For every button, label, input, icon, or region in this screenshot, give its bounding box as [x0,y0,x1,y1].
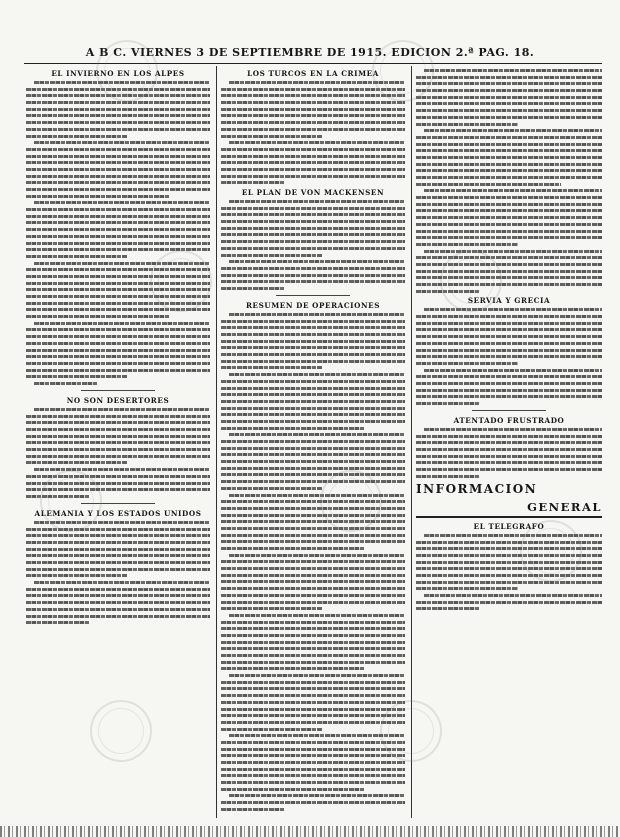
section-heading-line1: INFORMACION [416,481,538,496]
text-line [34,581,210,584]
text-line [221,320,405,323]
text-line [26,195,170,198]
text-line [221,728,322,731]
headline: NO SON DESERTORES [66,395,170,405]
text-line [416,315,602,318]
text-line [26,114,210,117]
text-line [416,256,602,259]
text-line [221,694,405,697]
text-line [416,328,602,331]
text-line [229,200,405,203]
text-line [416,196,602,199]
text-line [26,161,210,164]
text-line [416,209,602,212]
headline: ALEMANIA Y LOS ESTADOS UNIDOS [34,508,202,518]
text-line [26,148,210,151]
text-line [221,340,405,343]
text-line [221,460,405,463]
text-line [416,236,602,239]
article-text [416,428,602,478]
article-text [416,308,602,405]
text-line [416,461,602,464]
text-line [221,480,405,483]
text-line [221,627,405,630]
text-line [26,621,89,624]
text-line [229,141,405,144]
headline: RESUMEN DE OPERACIONES [245,300,381,310]
text-line [229,260,405,263]
text-line [221,108,405,111]
text-line [416,169,602,172]
text-line [26,528,210,531]
text-line [221,346,405,349]
text-line [416,123,518,126]
text-line [26,554,210,557]
text-line [221,768,405,771]
text-line [26,548,210,551]
text-line [221,380,405,383]
text-line [26,181,210,184]
text-line [221,540,405,543]
text-line [26,221,210,224]
text-line [26,121,210,124]
text-line [416,468,602,471]
text-line [416,335,602,338]
text-line [26,315,170,318]
headline: SERVIA Y GRECIA [467,296,551,306]
article-text [26,81,210,385]
text-line [416,183,561,186]
text-line [26,608,210,611]
text-line [26,534,210,537]
headline: EL INVIERNO EN LOS ALPES [51,69,185,78]
text-line [416,223,602,226]
text-line [26,108,210,111]
headline: EL TELEGRAFO [473,521,545,531]
text-line [424,69,602,72]
text-line [221,621,405,624]
text-line [416,143,602,146]
running-head: A B C. VIERNES 3 DE SEPTIEMBRE DE 1915. EDICION 2.ª PAG. 18. [85,46,535,59]
text-line [416,96,602,99]
text-line [26,441,210,444]
text-line [221,748,405,751]
text-line [424,189,602,192]
text-line [26,188,210,191]
text-line [26,601,210,604]
column-2 [221,66,405,818]
text-line [221,227,405,230]
text-line [221,661,405,664]
text-line [416,109,602,112]
text-line [424,308,602,311]
section-divider [472,410,546,411]
article-text [221,81,405,184]
text-line [229,433,405,436]
text-line [26,235,210,238]
text-line [34,322,210,325]
text-line [416,441,602,444]
text-line [221,594,405,597]
text-line [26,588,210,591]
text-line [26,561,210,564]
text-line [26,421,210,424]
text-line [416,349,602,352]
text-line [221,287,284,290]
text-line [221,168,405,171]
text-line [221,387,405,390]
text-line [416,601,602,604]
text-line [221,520,405,523]
text-line [416,136,602,139]
text-line [221,280,405,283]
text-line [221,687,405,690]
text-line [26,128,210,131]
text-line [424,369,602,372]
text-line [26,435,210,438]
text-line [221,360,405,363]
text-line [221,400,405,403]
text-line [221,808,284,811]
text-line [221,240,405,243]
text-line [416,455,602,458]
text-line [221,247,405,250]
text-line [416,116,602,119]
text-line [221,607,322,610]
article-text [221,313,405,811]
text-line [26,328,210,331]
text-line [26,448,210,451]
text-line [221,681,405,684]
text-line [416,230,602,233]
text-line [416,389,602,392]
text-line [416,581,602,584]
text-line [26,342,210,345]
text-line [229,313,405,316]
text-line [26,255,127,258]
text-line [424,250,602,253]
text-line [221,801,405,804]
text-line [221,601,405,604]
text-line [221,721,405,724]
text-line [26,375,127,378]
text-line [229,674,405,677]
text-line [221,701,405,704]
text-line [221,128,405,131]
text-line [229,554,405,557]
column-3 [416,66,602,818]
column-rule-1 [216,66,217,818]
text-line [221,714,405,717]
text-line [416,402,479,405]
text-line [416,216,602,219]
text-line [221,574,405,577]
text-line [26,168,210,171]
text-line [221,413,405,416]
text-line [416,149,602,152]
text-line [416,375,602,378]
text-line [26,455,210,458]
text-line [221,647,405,650]
text-line [229,614,405,617]
text-line [221,447,405,450]
headline: ATENTADO FRUSTRADO [453,416,565,425]
text-line [26,208,210,211]
text-line [221,181,284,184]
text-line [26,135,127,138]
article-text [221,200,405,290]
text-line [221,453,405,456]
text-line [416,382,602,385]
text-line [416,342,602,345]
text-line [221,353,405,356]
text-line [416,176,602,179]
text-line [26,175,210,178]
text-line [221,135,322,138]
text-line [416,607,479,610]
text-line [221,641,405,644]
text-line [221,254,322,257]
text-line [26,355,210,358]
text-line [424,428,602,431]
text-line [221,393,405,396]
text-line [416,574,602,577]
text-line [221,427,365,430]
text-line [416,203,602,206]
headline: EL PLAN DE VON MACKENSEN [241,188,385,197]
headline: LOS TURCOS EN LA CRIMEA [247,69,379,78]
text-line [221,534,405,537]
section-divider [276,295,350,296]
text-line [221,781,405,784]
text-line [221,161,405,164]
text-line [221,420,405,423]
text-line [416,163,602,166]
text-line [34,408,210,411]
heading-rule [416,516,602,518]
text-line [221,440,405,443]
article-text [26,521,210,624]
text-line [34,201,210,204]
text-line [229,734,405,737]
text-line [221,220,405,223]
text-line [221,654,405,657]
text-line [221,267,405,270]
text-line [221,155,405,158]
text-line [34,382,97,385]
text-line [221,121,405,124]
text-line [416,102,602,105]
text-line [221,774,405,777]
text-line [26,362,210,365]
text-line [221,366,322,369]
text-line [26,335,210,338]
scan-edge-strip [0,826,620,837]
text-line [229,794,405,797]
text-line [221,213,405,216]
text-line [221,94,405,97]
text-line [221,233,405,236]
text-line [26,242,210,245]
text-line [221,667,365,670]
text-line [221,527,405,530]
text-line [26,101,210,104]
text-line [416,435,602,438]
text-line [221,101,405,104]
text-line [26,415,210,418]
text-line [416,322,602,325]
text-line [26,568,210,571]
text-line [221,473,405,476]
text-line [34,141,210,144]
text-line [221,487,322,490]
text-line [416,89,602,92]
text-line [26,574,127,577]
text-line [221,175,405,178]
text-line [26,541,210,544]
section-heading-line2: GENERAL [527,499,602,514]
text-line [221,467,405,470]
text-line [26,594,210,597]
text-line [424,594,602,597]
text-line [416,355,602,358]
text-line [26,349,210,352]
text-line [221,634,405,637]
text-line [221,274,405,277]
text-line [221,560,405,563]
text-line [416,362,518,365]
text-line [416,243,518,246]
text-line [26,615,210,618]
text-line [416,156,602,159]
text-line [221,788,365,791]
text-line [416,76,602,79]
text-line [221,708,405,711]
text-line [416,82,602,85]
article-text [416,69,602,293]
text-line [26,369,210,372]
text-line [424,129,602,132]
text-line [221,741,405,744]
text-line [221,333,405,336]
text-line [229,373,405,376]
text-line [221,407,405,410]
text-line [26,461,127,464]
text-line [221,587,405,590]
text-line [416,587,518,590]
text-line [221,114,405,117]
text-line [221,761,405,764]
text-line [221,567,405,570]
text-line [26,428,210,431]
text-line [221,148,405,151]
text-line [221,326,405,329]
text-line [221,754,405,757]
text-line [26,155,210,158]
text-line [221,207,405,210]
text-line [26,228,210,231]
text-line [416,475,479,478]
text-line [416,395,602,398]
text-line [416,448,602,451]
text-line [26,215,210,218]
section-divider [81,390,155,391]
text-line [221,580,405,583]
text-line [221,547,365,550]
